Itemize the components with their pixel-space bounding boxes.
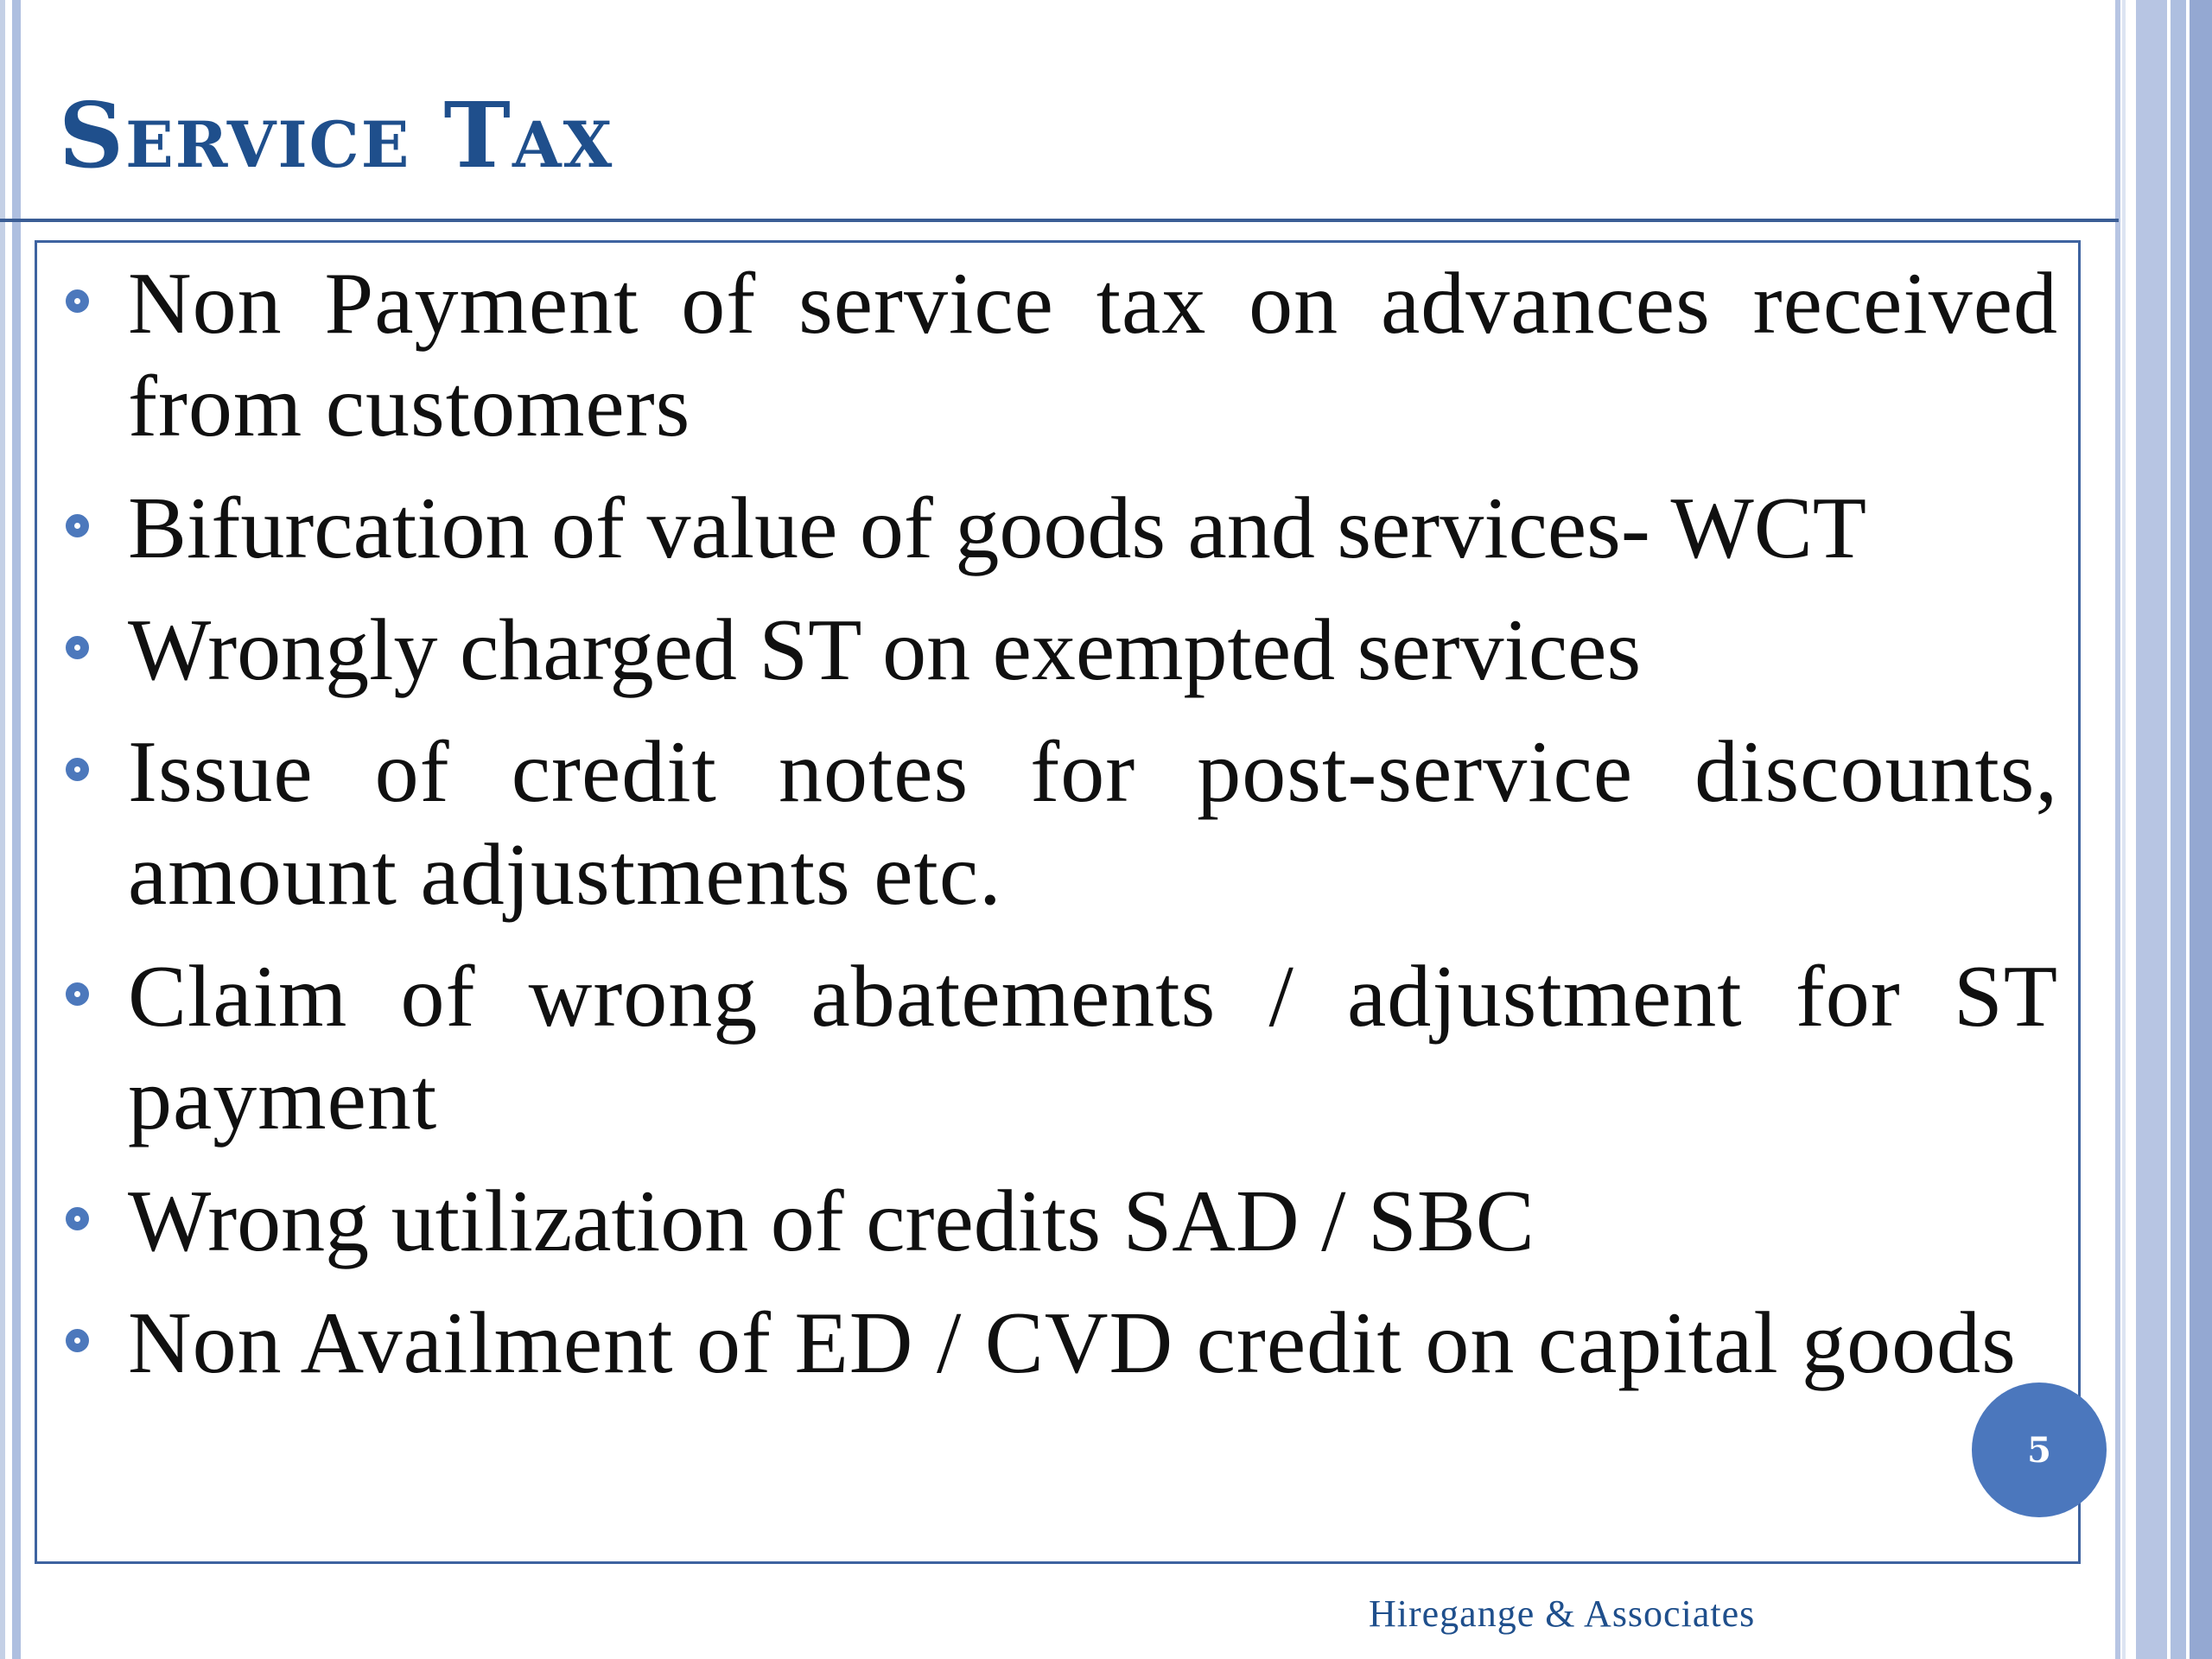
right-decorative-bar bbox=[2136, 0, 2167, 1659]
list-item bbox=[59, 252, 2058, 458]
ring-bullet-icon bbox=[66, 1329, 89, 1352]
bullet-text: Claim of wrong abatements / adjustment for ST payment bbox=[128, 948, 2058, 1148]
right-decorative-bar bbox=[2122, 0, 2126, 1659]
bullet-text: Wrong utilization of credits SAD / SBC bbox=[128, 1173, 1535, 1270]
list-item bbox=[59, 477, 2058, 580]
page-number: 5 bbox=[2027, 1429, 2051, 1471]
bullet-text: Non Payment of service tax on advances received from customers bbox=[128, 255, 2058, 455]
title-divider bbox=[0, 219, 2119, 222]
bullet-text: Wrongly charged ST on exempted services bbox=[128, 601, 1642, 699]
list-item bbox=[59, 599, 2058, 702]
ring-bullet-icon bbox=[66, 758, 89, 781]
left-decorative-bar bbox=[0, 0, 5, 1659]
ring-bullet-icon bbox=[66, 636, 89, 659]
bullet-text: Issue of credit notes for post-service discounts, amount adjustments etc. bbox=[128, 723, 2058, 924]
page-number-badge bbox=[1972, 1382, 2107, 1517]
right-decorative-bar bbox=[2115, 0, 2120, 1659]
ring-bullet-icon bbox=[66, 289, 89, 313]
ring-bullet-icon bbox=[66, 1207, 89, 1230]
footer-text: Hiregange & Associates bbox=[1369, 1592, 1756, 1635]
bullet-text: Bifurcation of value of goods and services- WCT bbox=[128, 480, 1867, 577]
list-item bbox=[59, 1292, 2058, 1395]
list-item bbox=[59, 945, 2058, 1151]
ring-bullet-icon bbox=[66, 514, 89, 537]
left-decorative-bar bbox=[12, 0, 21, 1659]
right-decorative-bar bbox=[2190, 0, 2212, 1659]
bullet-list bbox=[59, 252, 2058, 1414]
ring-bullet-icon bbox=[66, 982, 89, 1006]
list-item bbox=[59, 721, 2058, 926]
list-item bbox=[59, 1170, 2058, 1273]
right-decorative-bar bbox=[2171, 0, 2186, 1659]
bullet-text: Non Availment of ED / CVD credit on capital goods bbox=[128, 1294, 2017, 1392]
slide-title: Service Tax bbox=[59, 82, 614, 188]
